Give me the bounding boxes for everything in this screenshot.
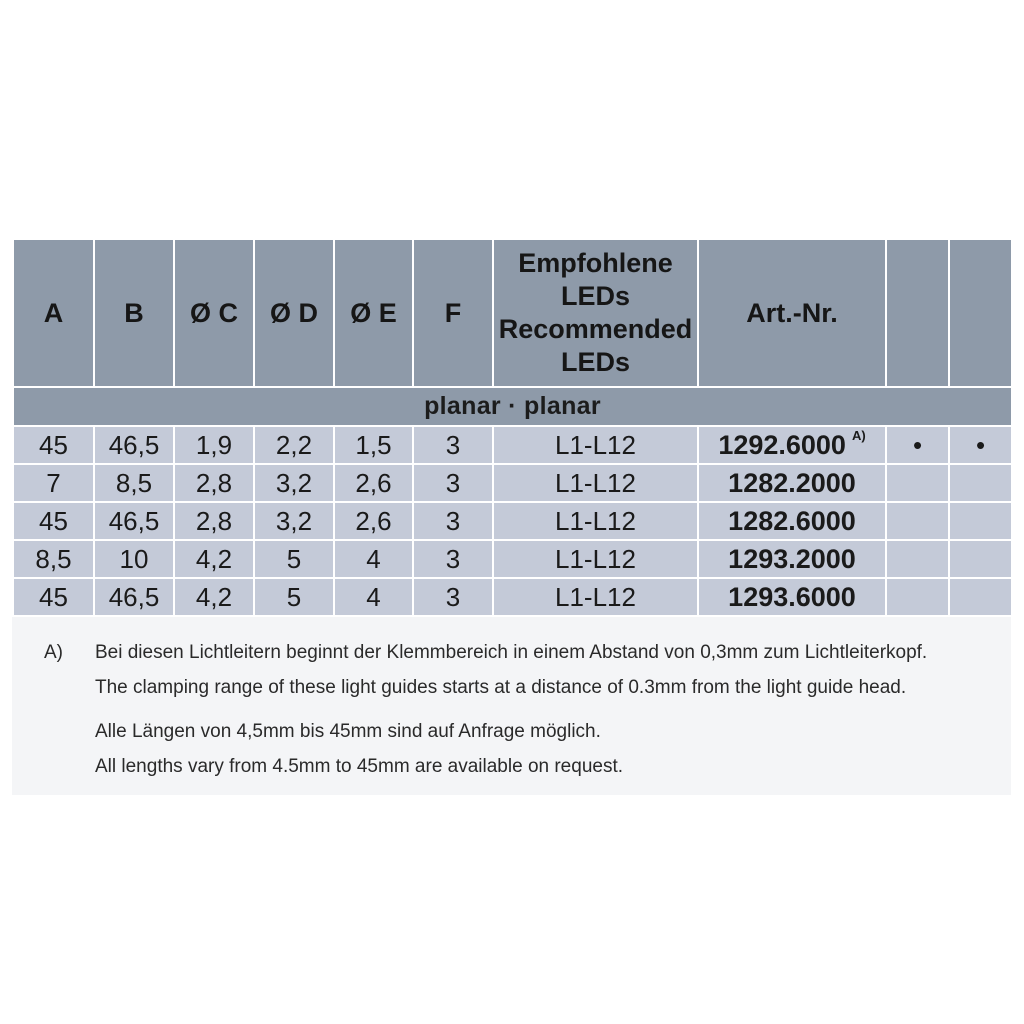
table-row xyxy=(13,578,1012,616)
cell-f: 3 xyxy=(413,502,493,540)
section-row xyxy=(13,387,1012,426)
lengths-note-en: All lengths vary from 4.5mm to 45mm are available on request. xyxy=(95,756,624,777)
header-col9 xyxy=(886,239,949,387)
cell-f: 3 xyxy=(413,426,493,464)
cell-col10 xyxy=(949,540,1012,578)
cell-f: 3 xyxy=(413,578,493,616)
cell-col10 xyxy=(949,502,1012,540)
header-f: F xyxy=(413,239,493,387)
cell-b: 10 xyxy=(94,540,174,578)
cell-c: 4,2 xyxy=(174,540,254,578)
cell-col9 xyxy=(886,502,949,540)
cell-e: 2,6 xyxy=(334,502,413,540)
header-leds-line-4: LEDs xyxy=(560,347,631,377)
footnote-text-de: Bei diesen Lichtleitern beginnt der Klemmbereich in einem Abstand von 0,3mm zum Lichtleiterkopf. xyxy=(95,642,928,663)
header-b: B xyxy=(94,239,174,387)
cell-f: 3 xyxy=(413,540,493,578)
header-leds-line-1: Empfohlene xyxy=(518,248,673,278)
cell-a: 45 xyxy=(13,426,94,464)
header-col10 xyxy=(949,239,1012,387)
header-a: A xyxy=(13,239,94,387)
footnote-mark: A) xyxy=(44,642,63,663)
cell-a: 45 xyxy=(13,502,94,540)
table-row xyxy=(13,540,1012,578)
footnote-ref: A) xyxy=(851,427,866,443)
header-e: Ø E xyxy=(334,239,413,387)
cell-b: 46,5 xyxy=(94,578,174,616)
cell-c: 4,2 xyxy=(174,578,254,616)
cell-e: 4 xyxy=(334,578,413,616)
cell-col10 xyxy=(949,464,1012,502)
table-row xyxy=(13,426,1012,464)
cell-leds: L1-L12 xyxy=(493,426,698,464)
cell-d: 5 xyxy=(254,578,334,616)
cell-col9 xyxy=(886,540,949,578)
cell-col9 xyxy=(886,578,949,616)
cell-d: 2,2 xyxy=(254,426,334,464)
header-leds xyxy=(493,239,698,387)
cell-d: 5 xyxy=(254,540,334,578)
cell-leds: L1-L12 xyxy=(493,502,698,540)
table-row xyxy=(13,502,1012,540)
cell-art-nr: 1282.6000 xyxy=(698,502,886,540)
cell-e: 2,6 xyxy=(334,464,413,502)
cell-c: 2,8 xyxy=(174,502,254,540)
cell-leds: L1-L12 xyxy=(493,540,698,578)
cell-e: 1,5 xyxy=(334,426,413,464)
header-art-nr: Art.-Nr. xyxy=(698,239,886,387)
cell-c: 2,8 xyxy=(174,464,254,502)
cell-leds: L1-L12 xyxy=(493,578,698,616)
footnote-text-en: The clamping range of these light guides starts at a distance of 0.3mm from the light guide head. xyxy=(95,677,907,698)
cell-col9 xyxy=(886,464,949,502)
art-nr-value: 1292.6000 xyxy=(718,429,846,460)
cell-b: 8,5 xyxy=(94,464,174,502)
section-label: planar · planar xyxy=(13,387,1012,426)
table-row xyxy=(13,464,1012,502)
cell-d: 3,2 xyxy=(254,502,334,540)
header-row xyxy=(13,239,1012,387)
header-d: Ø D xyxy=(254,239,334,387)
cell-art-nr: 1282.2000 xyxy=(698,464,886,502)
cell-leds: L1-L12 xyxy=(493,464,698,502)
spec-table xyxy=(12,238,1013,617)
cell-c: 1,9 xyxy=(174,426,254,464)
cell-b: 46,5 xyxy=(94,502,174,540)
cell-art-nr: 1293.2000 xyxy=(698,540,886,578)
cell-f: 3 xyxy=(413,464,493,502)
cell-a: 7 xyxy=(13,464,94,502)
cell-e: 4 xyxy=(334,540,413,578)
header-c: Ø C xyxy=(174,239,254,387)
header-leds-line-2: LEDs xyxy=(560,281,631,311)
cell-b: 46,5 xyxy=(94,426,174,464)
lengths-note-de: Alle Längen von 4,5mm bis 45mm sind auf Anfrage möglich. xyxy=(95,721,601,742)
cell-d: 3,2 xyxy=(254,464,334,502)
header-leds-line-3: Recommended xyxy=(498,314,693,344)
cell-art-nr: 1293.6000 xyxy=(698,578,886,616)
cell-art-nr xyxy=(698,426,886,464)
cell-a: 8,5 xyxy=(13,540,94,578)
cell-col10: • xyxy=(949,426,1012,464)
cell-a: 45 xyxy=(13,578,94,616)
cell-col9: • xyxy=(886,426,949,464)
cell-col10 xyxy=(949,578,1012,616)
